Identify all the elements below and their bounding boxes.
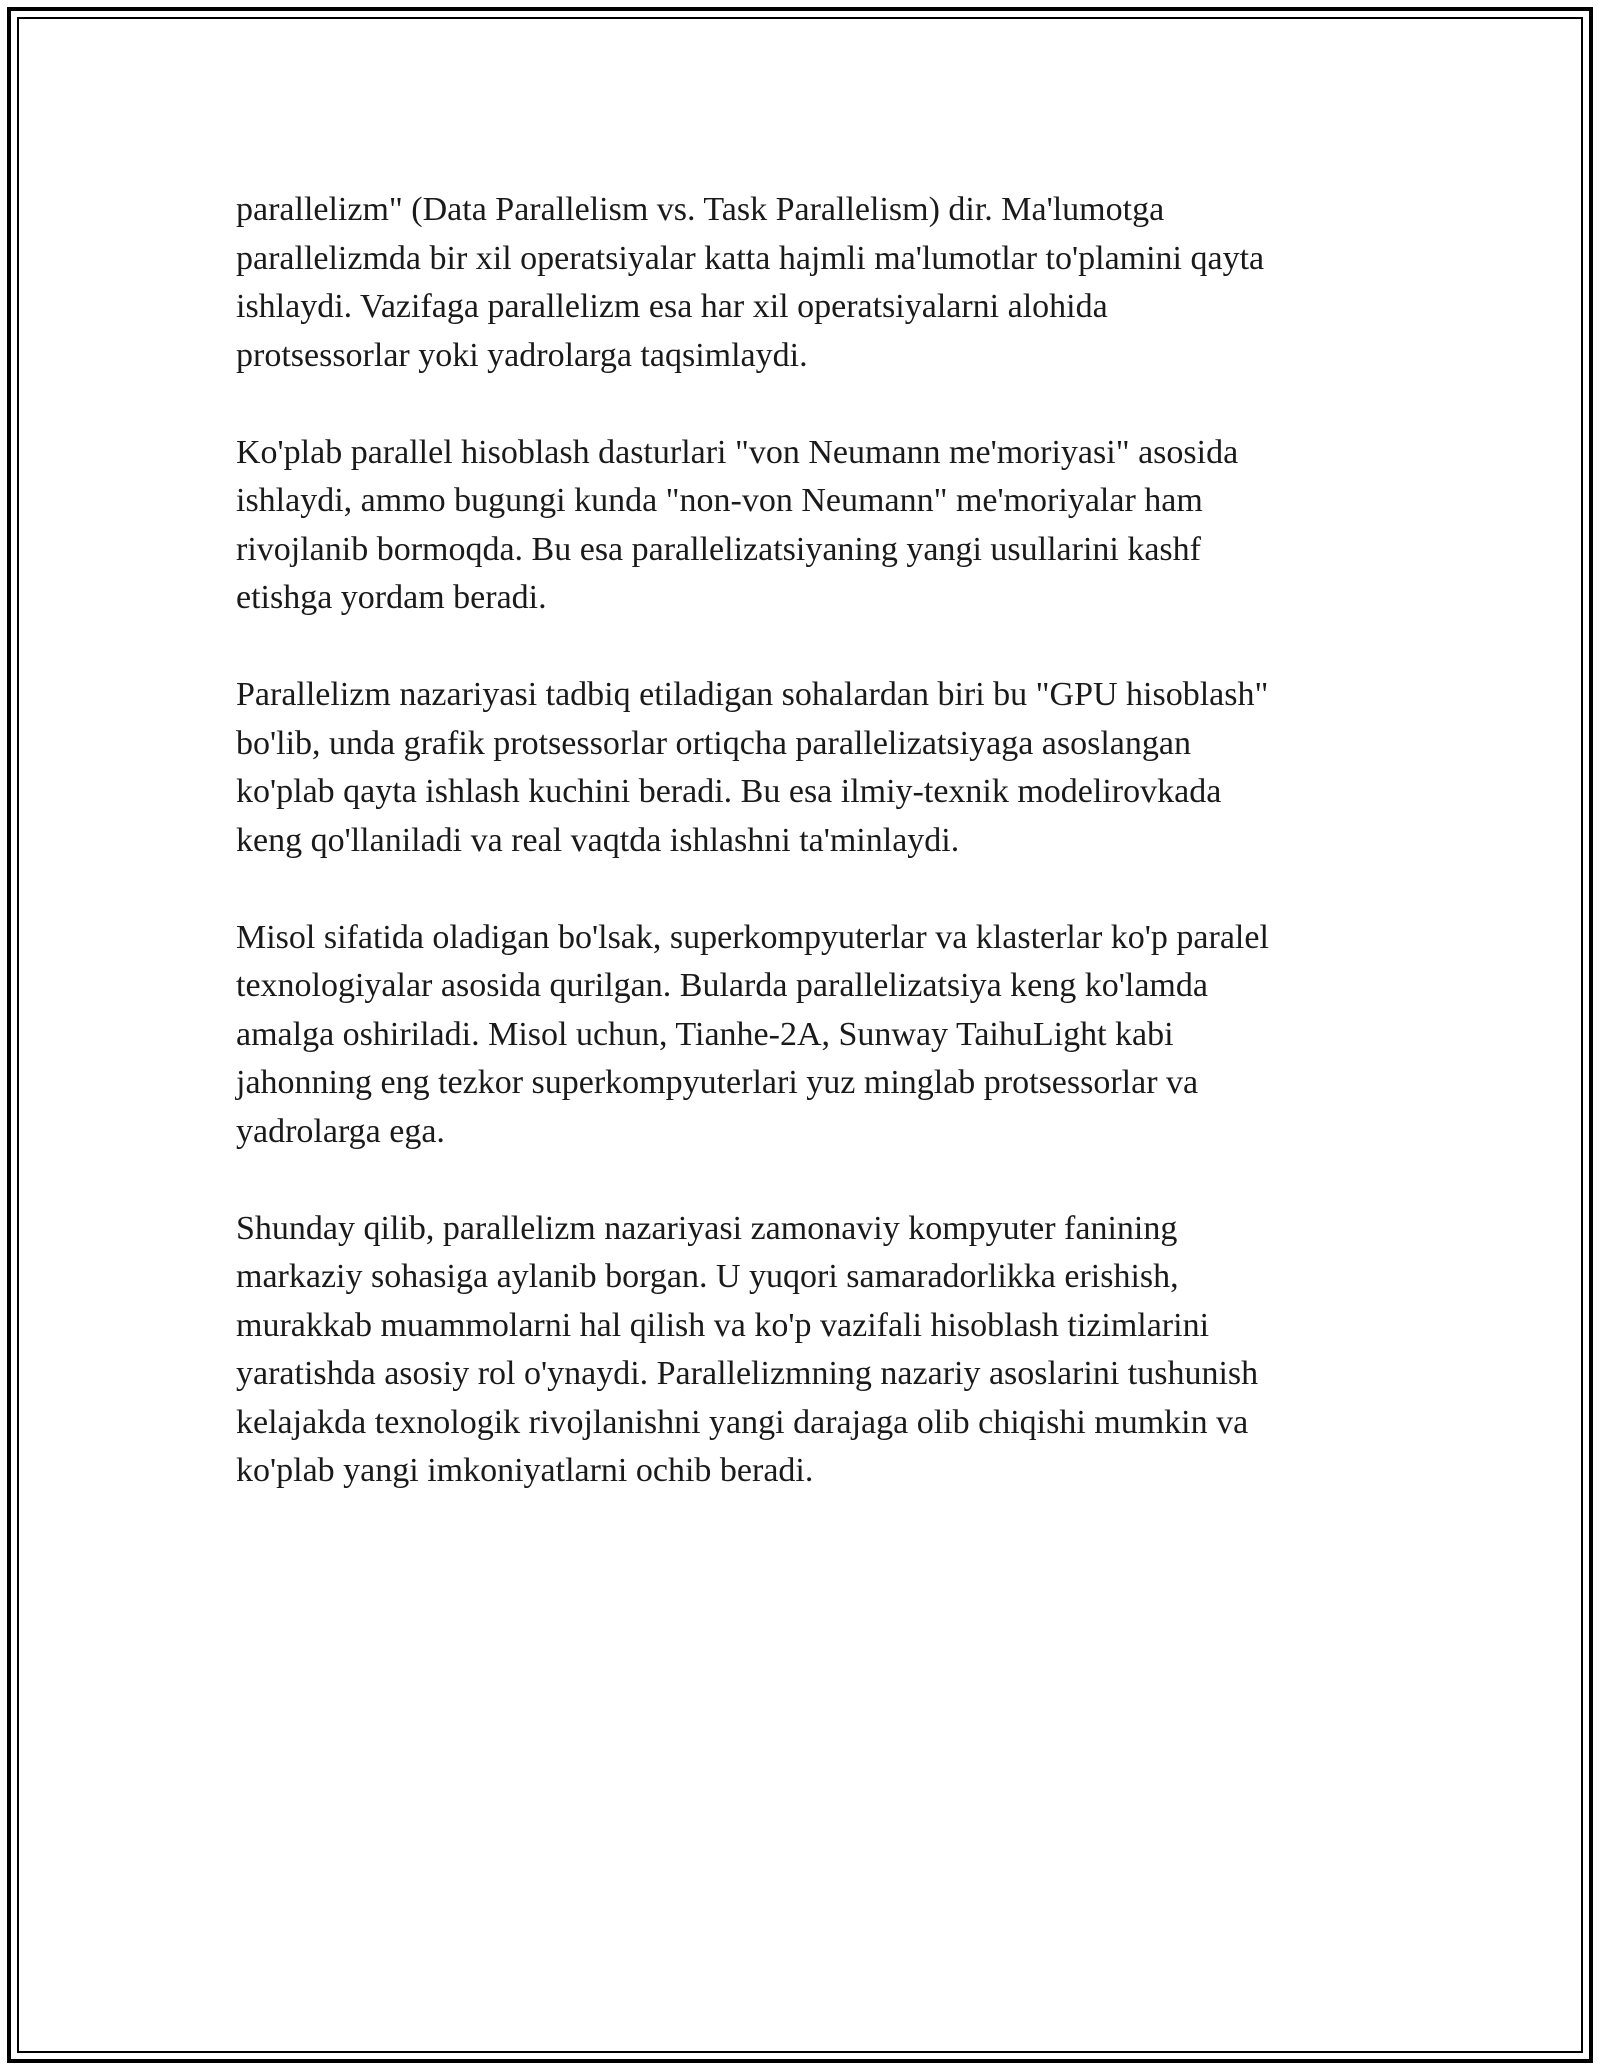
paragraph-supercomputers: Misol sifatida oladigan bo'lsak, superkompyuterlar va klasterlar ko'p paralel texnologiyalar asosida qurilgan. Bularda parallelizatsiya keng ko'lamda amalga oshiriladi. Misol uchun, Tianhe-2A, Sunway TaihuLight kabi jahonning eng tezkor superkompyuterlari yuz minglab protsessorlar va yadrolarga ega. xyxy=(236,918,1269,1150)
paragraph-von-neumann: Ko'plab parallel hisoblash dasturlari "von Neumann me'moriyasi" asosida ishlaydi, ammo bugungi kunda "non-von Neumann" me'moriyalar ham rivojlanib bormoqda. Bu esa parallelizatsiyaning yangi usullarini kashf etishga yordam beradi. xyxy=(236,433,1239,616)
paragraph-gpu-computing: Parallelizm nazariyasi tadbiq etiladigan sohalardan biri bu "GPU hisoblash" bo'lib, unda grafik protsessorlar ortiqcha parallelizatsiyaga asoslangan ko'plab qayta ishlash kuchini beradi. Bu esa ilmiy-texnik modelirovkada keng qo'llaniladi va real vaqtda ishlashni ta'minlaydi. xyxy=(236,676,1269,859)
paragraph-data-vs-task-parallelism: parallelizm" (Data Parallelism vs. Task Parallelism) dir. Ma'lumotga parallelizmda bir xil operatsiyalar katta hajmli ma'lumotlar to'plamini qayta ishlaydi. Vazifaga parallelizm esa har xil operatsiyalarni alohida protsessorlar yoki yadrolarga taqsimlaydi. xyxy=(236,191,1265,374)
page-body xyxy=(236,186,1376,1544)
paragraph-conclusion: Shunday qilib, parallelizm nazariyasi zamonaviy kompyuter fanining markaziy sohasiga aylanib borgan. U yuqori samaradorlikka erishish, murakkab muammolarni hal qilish va ko'p vazifali hisoblash tizimlarini yaratishda asosiy rol o'ynaydi. Parallelizmning nazariy asoslarini tushunish kelajakda texnologik rivojlanishni yangi darajaga olib chiqishi mumkin va ko'plab yangi imkoniyatlarni ochib beradi. xyxy=(236,1209,1259,1489)
